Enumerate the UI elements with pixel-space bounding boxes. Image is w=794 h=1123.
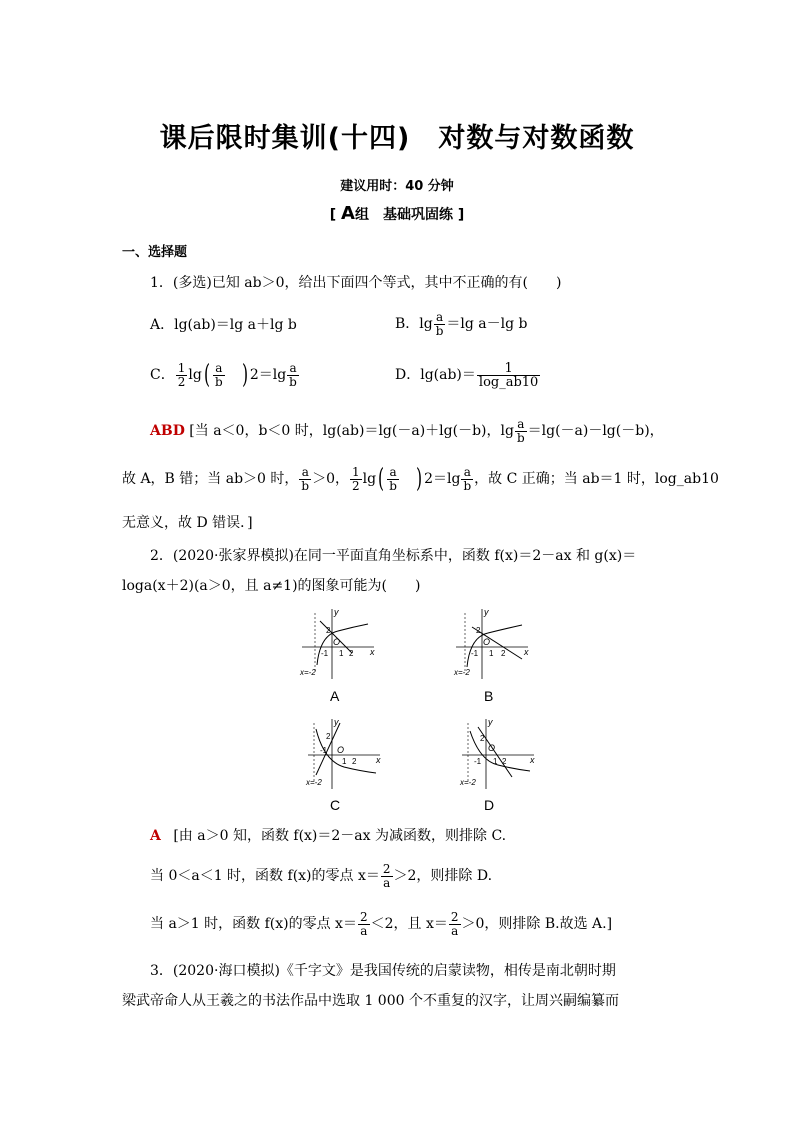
tick-2x: 2 xyxy=(502,757,507,766)
asymptote-label: x=-2 xyxy=(300,668,316,677)
q1-stem: 1．(多选)已知 ab＞0，给出下面四个等式，其中不正确的有( ) xyxy=(150,275,562,291)
fraction: $\frac{a}{b}$ xyxy=(435,309,444,338)
q1-solution-line1 xyxy=(150,413,664,449)
x-label: x xyxy=(524,647,529,657)
q1-option-c-label: C． xyxy=(150,367,175,383)
lg-text: lg xyxy=(188,367,202,383)
fraction: $\frac{a}{b}$ xyxy=(214,360,223,389)
group-letter: A xyxy=(341,203,355,224)
group-heading xyxy=(0,203,794,224)
fraction: $\frac{a}{b}$ xyxy=(389,464,397,493)
fraction: $\frac{1}{2}$ xyxy=(177,360,186,389)
x-label: x xyxy=(530,755,535,765)
q1-solution-text: 故 A，B 错；当 ab＞0 时， xyxy=(122,471,299,487)
q2-solution-text: ＜2，且 x＝ xyxy=(370,916,448,932)
curve-g xyxy=(317,624,368,665)
tick-2x: 2 xyxy=(501,649,506,658)
fraction: $\frac{a}{b}$ xyxy=(516,416,525,445)
q3-stem-line2: 梁武帝命人从王羲之的书法作品中选取 1 000 个不重复的汉字，让周兴嗣编纂而 xyxy=(122,993,619,1009)
graph-b-label: B xyxy=(484,688,494,704)
q2-solution-line1 xyxy=(150,826,506,846)
y-label: y xyxy=(334,717,339,727)
q1-option-d-label: D．lg(ab)＝ xyxy=(395,367,476,383)
fraction: $\frac{a}{b}$ xyxy=(301,464,310,493)
page-title: 课后限时集训(十四) 对数与对数函数 xyxy=(159,123,635,154)
y-label: y xyxy=(484,607,489,617)
x-label: x xyxy=(370,647,375,657)
graph-a xyxy=(298,605,378,680)
q1-solution-line3: 无意义，故 D 错误．] xyxy=(122,515,253,531)
tick-2: 2 xyxy=(326,732,331,741)
tick-2: 2 xyxy=(326,626,331,635)
q2-solution-text: 当 a＞1 时，函数 f(x)的零点 x＝ xyxy=(150,916,357,932)
graph-b xyxy=(452,605,532,680)
group-bracket-close: ] xyxy=(457,207,465,223)
y-label: y xyxy=(488,717,493,727)
q2-solution-text: ＞2，则排除 D. xyxy=(393,868,493,884)
q1-solution-text: [当 a＜0，b＜0 时，lg(ab)＝lg(－a)＋lg(－b)，lg xyxy=(189,423,514,439)
q2-solution-line2 xyxy=(150,856,492,896)
q1-option-b xyxy=(395,304,528,344)
y-label: y xyxy=(334,607,339,617)
group-name: 组 基础巩固练 xyxy=(354,207,453,223)
q1-option-b-label: B．lg xyxy=(395,316,433,332)
q2-solution-line3 xyxy=(150,904,612,944)
tick-2: 2 xyxy=(476,626,481,635)
tick-2x: 2 xyxy=(349,649,354,658)
tick-neg1: -1 xyxy=(474,757,482,766)
tick-neg1: -1 xyxy=(321,649,329,658)
fraction: $\frac{a}{b}$ xyxy=(289,360,297,389)
fraction: $\frac{2}{a}$ xyxy=(359,909,368,938)
tick-neg1: -1 xyxy=(471,649,479,658)
q1-option-d xyxy=(395,355,541,395)
fraction: $\frac{2}{a}$ xyxy=(450,909,459,938)
tick-1: 1 xyxy=(489,649,494,658)
tick-2x: 2 xyxy=(352,757,357,766)
graph-a-label: A xyxy=(330,688,340,704)
tick-1: 1 xyxy=(342,757,347,766)
lg-text: lg xyxy=(362,471,377,487)
origin-label: O xyxy=(488,743,496,753)
tick-neg1: -1 xyxy=(320,746,328,755)
origin-label: O xyxy=(333,637,341,647)
graph-d xyxy=(458,715,538,790)
fraction: $\frac{1}{\log\_ab10}$ xyxy=(478,360,539,390)
q2-answer: A xyxy=(150,828,161,844)
q1-option-c: C． $\frac{1}{2}$ lg( $\frac{a}{b}$ ) 2＝lg $\frac{a}{b}$ xyxy=(150,360,297,390)
fraction: $\frac{a}{b}$ xyxy=(463,464,472,493)
q1-solution-text: ＝lg(－a)－lg(－b)， xyxy=(527,423,664,439)
q1-solution-text: 2＝lg xyxy=(424,471,461,487)
q2-stem-line2: loga(x＋2)(a＞0，且 a≠1)的图象可能为( ) xyxy=(122,578,421,594)
q1-option-b-rest: ＝lg a－lg b xyxy=(446,316,528,332)
tick-2: 2 xyxy=(480,734,485,743)
q1-answer: ABD xyxy=(150,423,185,439)
q2-solution-text: ＞0，则排除 B.故选 A.] xyxy=(461,916,613,932)
time-hint: 建议用时：40 分钟 xyxy=(340,179,454,194)
asymptote-label: x=-2 xyxy=(454,668,470,677)
q1-solution-text: ＞0， xyxy=(312,471,350,487)
q1-option-a: A．lg(ab)＝lg a＋lg b xyxy=(150,317,297,333)
origin-label: O xyxy=(483,637,491,647)
fraction: $\frac{1}{2}$ xyxy=(352,464,360,493)
q2-solution-text: 当 0＜a＜1 时，函数 f(x)的零点 x＝ xyxy=(150,868,380,884)
x-label: x xyxy=(376,755,381,765)
tick-1: 1 xyxy=(339,649,344,658)
q1-solution-line2: 故 A，B 错；当 ab＞0 时， $\frac{a}{b}$ ＞0， $\frac{1}{2}$ lg( $\frac{a}{b}$ ) 2＝lg $\frac{a}{b}$ ，故 C 正确；当 ab＝1 时，log_ab10 xyxy=(122,464,719,494)
q1-solution-text: ，故 C 正确；当 ab＝1 时，log_ab10 xyxy=(474,471,719,487)
group-bracket-open: [ xyxy=(329,207,337,223)
graph-c xyxy=(304,715,384,790)
q1-option-c-rest: 2＝lg xyxy=(249,367,287,383)
q3-stem-line1: 3．(2020·海口模拟)《千字文》是我国传统的启蒙读物，相传是南北朝时期 xyxy=(150,963,616,979)
section-heading: 一、选择题 xyxy=(122,245,188,260)
graph-c-label: C xyxy=(330,797,341,813)
q2-solution-text: [由 a＞0 知，函数 f(x)＝2－ax 为减函数，则排除 C. xyxy=(173,828,507,844)
q2-stem-line1: 2．(2020·张家界模拟)在同一平面直角坐标系中，函数 f(x)＝2－ax 和 g(x)＝ xyxy=(150,548,637,564)
graph-d-label: D xyxy=(484,797,495,813)
fraction: $\frac{2}{a}$ xyxy=(382,861,391,890)
asymptote-label: x=-2 xyxy=(306,778,322,787)
origin-label: O xyxy=(337,745,345,755)
asymptote-label: x=-2 xyxy=(460,778,476,787)
tick-1: 1 xyxy=(493,757,498,766)
